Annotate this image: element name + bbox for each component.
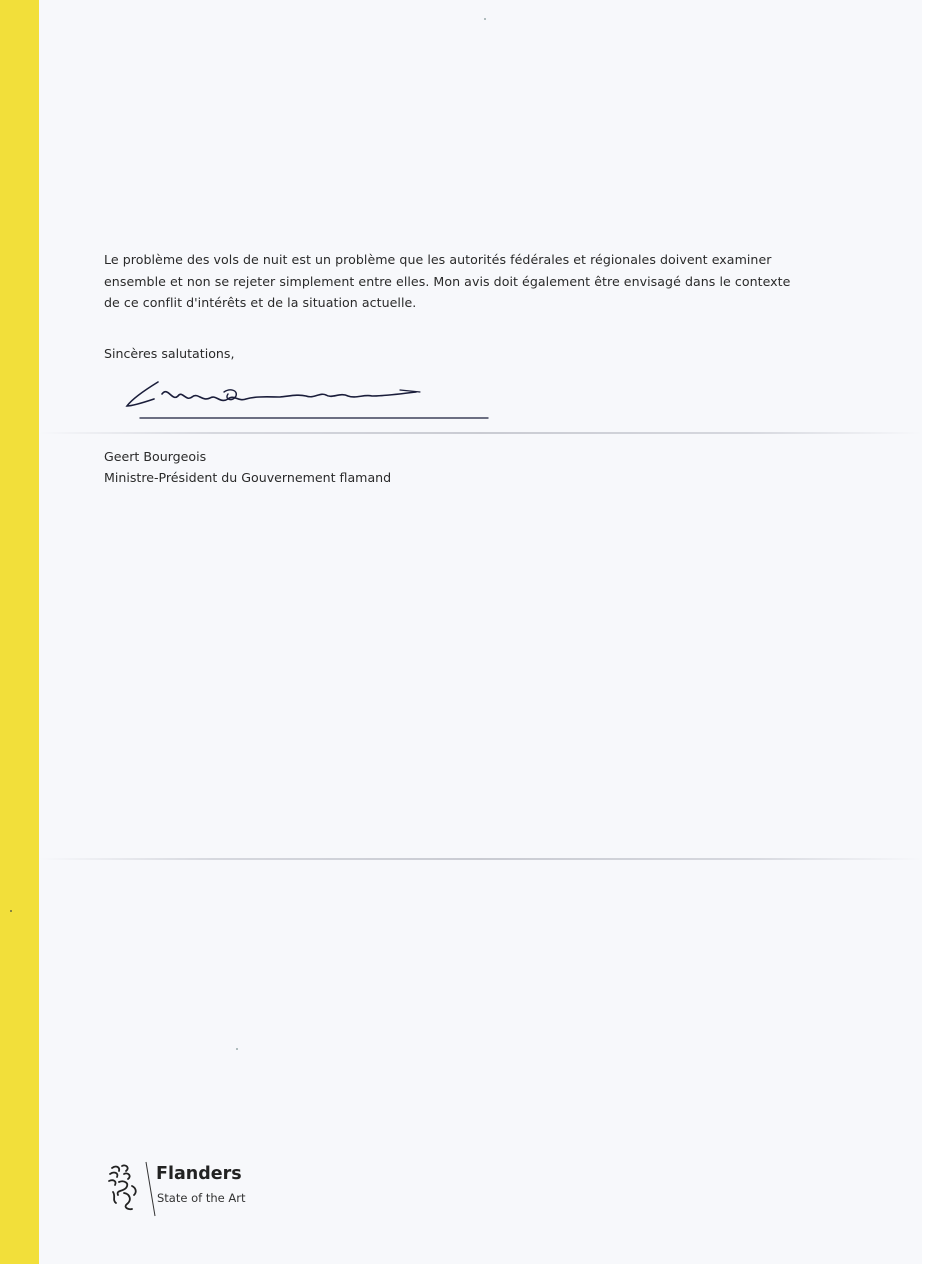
closing-salutation: Sincères salutations, <box>104 346 235 361</box>
signer-name: Geert Bourgeois <box>104 449 207 464</box>
flanders-logo <box>104 1160 304 1220</box>
scan-edge <box>922 0 948 1264</box>
letter-sheet <box>39 0 922 1264</box>
scan-speck <box>236 1048 238 1050</box>
flemish-lion-icon <box>104 1162 144 1212</box>
scan-speck <box>484 18 486 20</box>
signature <box>120 372 500 432</box>
logo-name: Flanders <box>156 1164 242 1184</box>
body-line: ensemble et non se rejeter simplement entre elles. Mon avis doit également être envisagé dans le contexte <box>104 273 791 289</box>
signer-title: Ministre-Président du Gouvernement flamand <box>104 470 392 485</box>
scan-speck <box>10 910 12 912</box>
logo-tagline: State of the Art <box>157 1191 246 1205</box>
fold-line <box>39 432 922 434</box>
letter-body <box>104 249 844 314</box>
body-line: de ce conflit d'intérêts et de la situation actuelle. <box>104 295 417 310</box>
fold-line <box>39 858 922 860</box>
signer-block <box>104 446 391 488</box>
body-line: Le problème des vols de nuit est un problème que les autorités fédérales et régionales doivent examiner <box>104 252 772 267</box>
accent-band <box>0 0 39 1264</box>
